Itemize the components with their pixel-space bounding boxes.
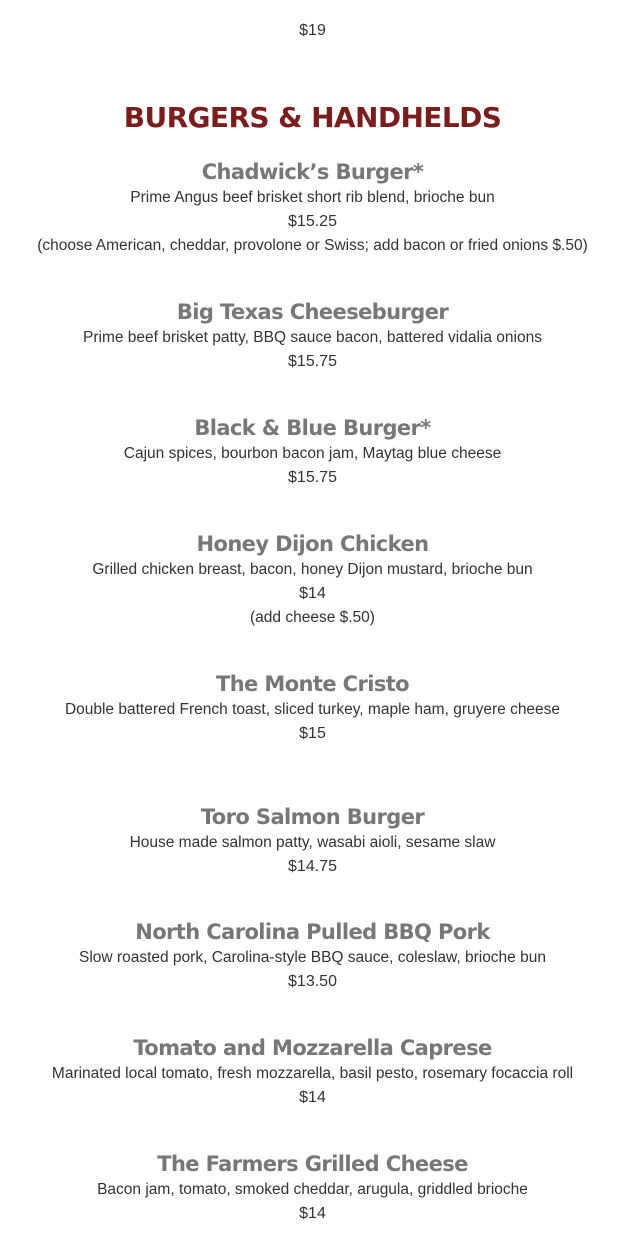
item-name: The Monte Cristo	[215, 672, 410, 696]
item-description: Bacon jam, tomato, smoked cheddar, arugula, griddled brioche	[97, 1181, 528, 1198]
menu-item-honey-dijon-chicken	[0, 530, 625, 630]
item-description: Prime beef brisket patty, BBQ sauce bacon, battered vidalia onions	[83, 329, 542, 346]
item-price: $14	[299, 1089, 326, 1106]
menu-item-toro-salmon-burger	[0, 803, 625, 879]
item-name: Honey Dijon Chicken	[196, 532, 429, 556]
item-name: North Carolina Pulled BBQ Pork	[135, 920, 490, 944]
item-price: $15.25	[288, 213, 337, 230]
item-description: Double battered French toast, sliced turkey, maple ham, gruyere cheese	[64, 701, 561, 718]
item-description: Cajun spices, bourbon bacon jam, Maytag blue cheese	[123, 445, 502, 462]
item-description: Grilled chicken breast, bacon, honey Dijon mustard, brioche bun	[92, 561, 533, 578]
menu-item-nc-pulled-bbq-pork	[0, 918, 625, 994]
menu-item-monte-cristo	[0, 670, 625, 746]
menu-item-chadwicks-burger	[0, 158, 625, 258]
item-price: $15.75	[288, 353, 337, 370]
item-name: Toro Salmon Burger	[200, 805, 425, 829]
item-name: Tomato and Mozzarella Caprese	[133, 1036, 492, 1060]
menu-item-big-texas-cheeseburger	[0, 298, 625, 374]
previous-item-price: $19	[299, 22, 326, 39]
item-price: $13.50	[288, 973, 337, 990]
item-price: $14	[299, 585, 326, 602]
item-price: $14	[299, 1205, 326, 1222]
menu-item-farmers-grilled-cheese	[0, 1150, 625, 1226]
item-name: Chadwick’s Burger*	[201, 160, 424, 184]
menu-item-tomato-mozzarella-caprese	[0, 1034, 625, 1110]
item-price: $15	[299, 725, 326, 742]
item-price: $15.75	[288, 469, 337, 486]
item-note: (add cheese $.50)	[250, 609, 375, 626]
item-price: $14.75	[288, 858, 337, 875]
item-description: House made salmon patty, wasabi aioli, sesame slaw	[129, 834, 496, 851]
item-description: Slow roasted pork, Carolina-style BBQ sauce, coleslaw, brioche bun	[79, 949, 546, 966]
item-description: Prime Angus beef brisket short rib blend, brioche bun	[130, 189, 495, 206]
item-description: Marinated local tomato, fresh mozzarella, basil pesto, rosemary focaccia roll	[51, 1065, 574, 1082]
section-title: BURGERS & HANDHELDS	[123, 101, 502, 134]
item-note: (choose American, cheddar, provolone or Swiss; add bacon or fried onions $.50)	[37, 237, 588, 254]
menu-item-black-blue-burger	[0, 414, 625, 490]
item-name: The Farmers Grilled Cheese	[157, 1152, 468, 1176]
item-name: Black & Blue Burger*	[194, 416, 431, 440]
item-name: Big Texas Cheeseburger	[176, 300, 449, 324]
